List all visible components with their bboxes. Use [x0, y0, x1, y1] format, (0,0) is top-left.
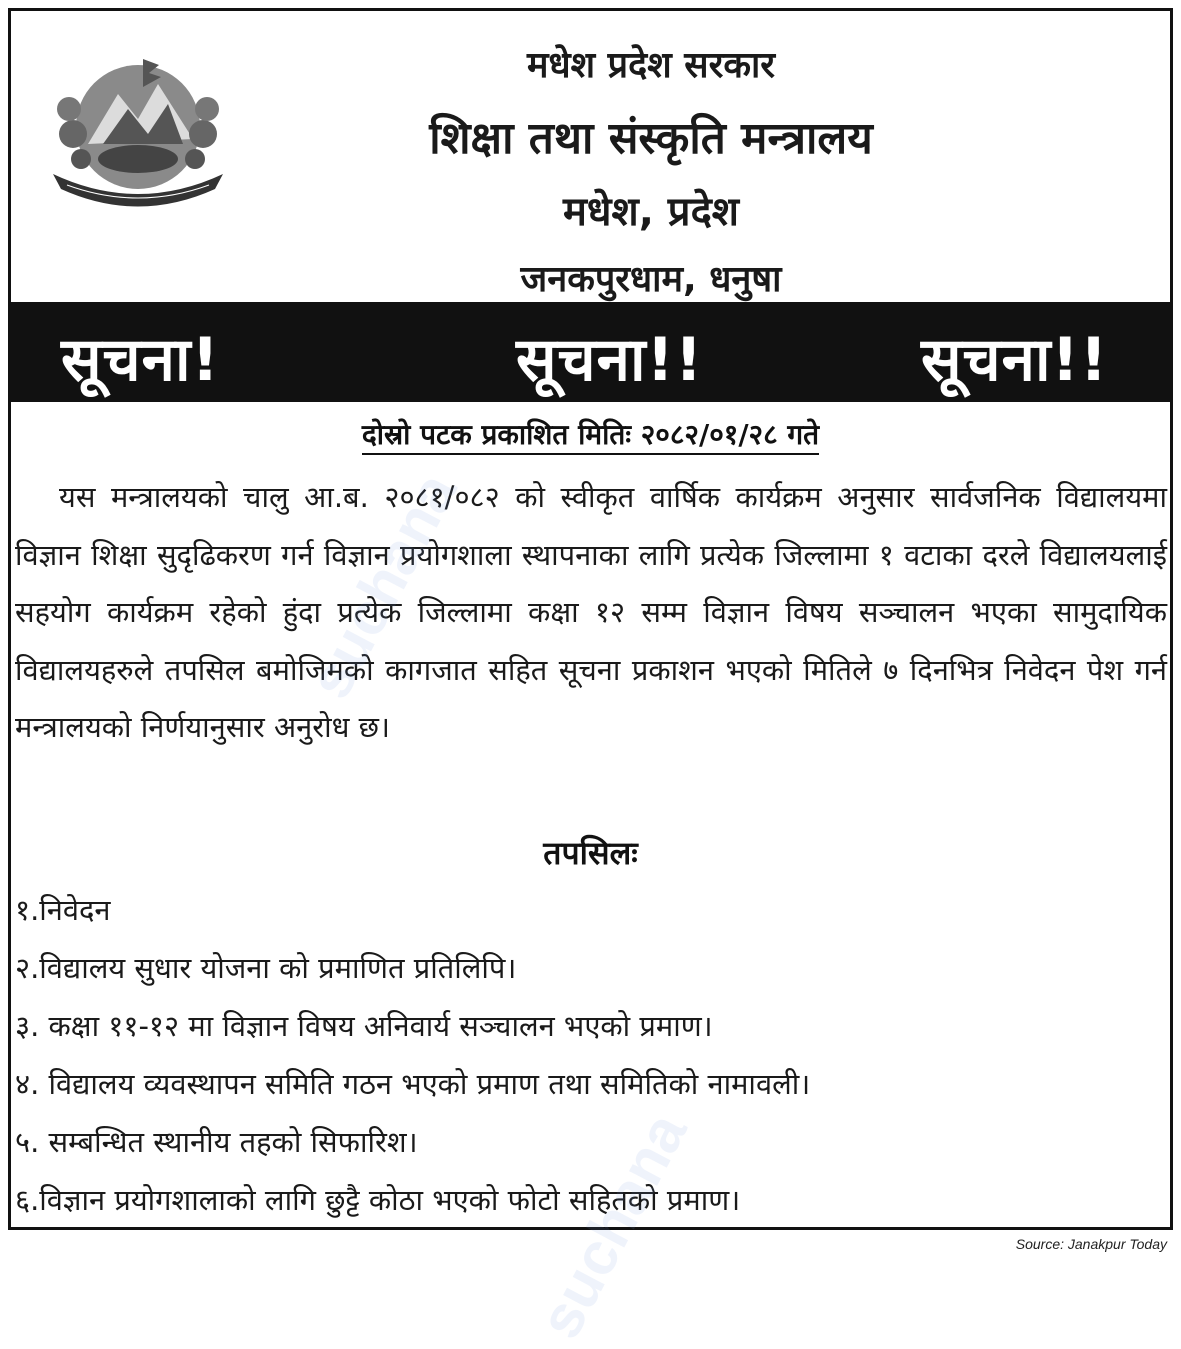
list-item: २.विद्यालय सुधार योजना को प्रमाणित प्रतिलिपि। [15, 951, 517, 985]
watermark: suchana [295, 462, 470, 709]
requirements-list [15, 881, 810, 1229]
banner-word-3: सूचना!! [921, 325, 1109, 395]
requirements-title: तपसिलः [543, 834, 638, 872]
list-item: १.निवेदन [15, 893, 111, 927]
watermark: suchana [525, 1102, 700, 1349]
ministry-title: शिक्षा तथा संस्कृति मन्त्रालय [429, 113, 873, 164]
publication-date-text: दोस्रो पटक प्रकाशित मितिः २०८२/०१/२८ गते [362, 418, 819, 455]
list-item: ३. कक्षा ११-१२ मा विज्ञान विषय अनिवार्य सञ्चालन भएको प्रमाण। [15, 1009, 713, 1043]
government-title: मधेश प्रदेश सरकार [526, 45, 776, 86]
list-item: ४. विद्यालय व्यवस्थापन समिति गठन भएको प्रमाण तथा समितिको नामावली। [15, 1067, 811, 1101]
header-block [241, 31, 1061, 302]
notice-banner [11, 302, 1170, 402]
banner-word-2: सूचना!! [516, 325, 704, 395]
province-title: मधेश, प्रदेश [562, 189, 740, 235]
location-title: जनकपुरधाम, धनुषा [520, 259, 782, 300]
list-item: ६.विज्ञान प्रयोगशालाको लागि छुट्टै कोठा भएको फोटो सहितको प्रमाण। [15, 1183, 741, 1217]
list-item: ५. सम्बन्धित स्थानीय तहको सिफारिश। [15, 1125, 418, 1159]
source-credit: Source: Janakpur Today [1015, 1236, 1167, 1252]
banner-word-1: सूचना! [61, 325, 220, 395]
nepal-government-emblem-icon [43, 39, 233, 209]
notice-body-paragraph: यस मन्त्रालयको चालु आ.ब. २०८१/०८२ को स्वीकृत वार्षिक कार्यक्रम अनुसार सार्वजनिक विद्यालयमा विज्ञान शिक्षा सुदृढिकरण गर्न विज्ञान प्रयोगशाला स्थापनाका लागि प्रत्येक जिल्लामा १ वटाका दरले विद्यालयलाई सहयोग कार्यक्रम रहेको हुंदा प्रत्येक जिल्लामा कक्षा १२ सम्म विज्ञान विषय सञ्चालन भएका सामुदायिक विद्यालयहरुले तपसिल बमोजिमको कागजात सहित सूचना प्रकाशन भएको मितिले ७ दिनभित्र निवेदन पेश गर्न मन्त्रालयको निर्णयानुसार अनुरोध छ। [15, 480, 1167, 744]
publication-date-line [11, 415, 1170, 453]
